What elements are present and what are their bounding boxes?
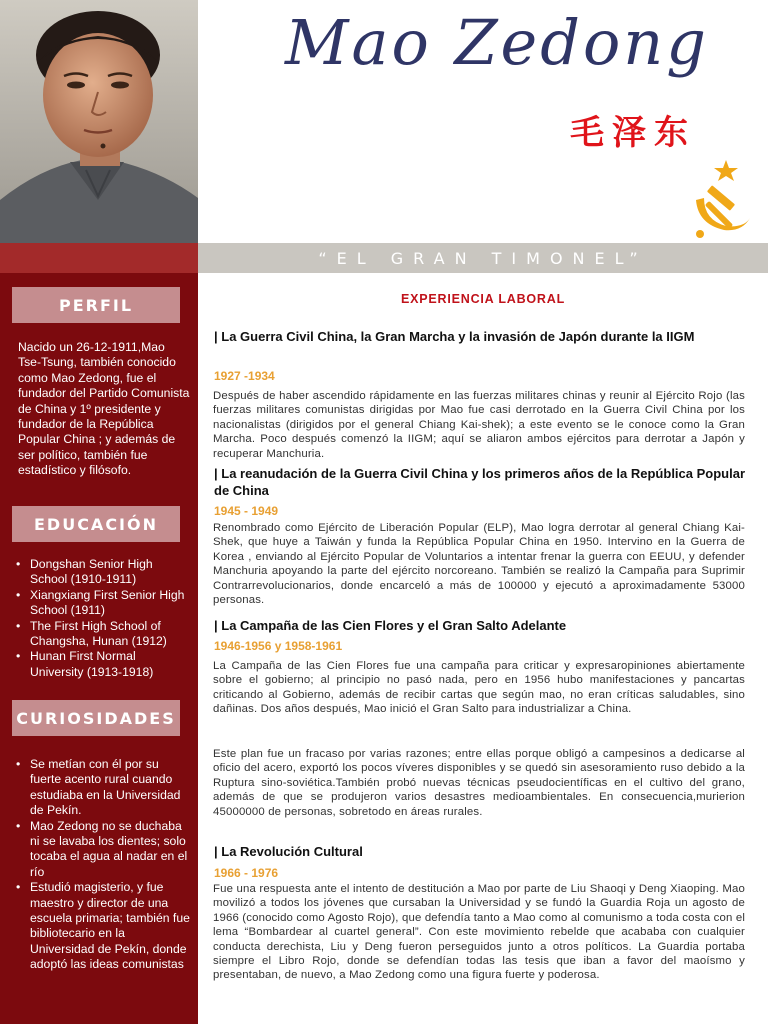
job-description: La Campaña de las Cien Flores fue una campaña para criticar y expresaropiniones abiertamente sobre el gobierno; al principio no pasó nada, pero en 1956 hubo manifestaciones y pancartas criticando al Gobierno, además de recibir cartas que según mao, no eran críticas saludables, sino dañinas. Dos años después, Mao inició el Gran Salto para industrializar a China.	[213, 660, 745, 716]
job-description: Renombrado como Ejército de Liberación Popular (ELP), Mao logra derrotar al general Chiang Kai-Shek, que huye a Taiwán y funda la República Popular China en 1950. Intervino en la Guerra de Korea , enviando al Ejército Popular de Voluntarios a intentar frenar la guerra con EEUU, y defender Manchuria apoyando la parte del ejército norcoreano. También se realizó la Campaña para Suprimir Contrarrevolucionarios, donde encarceló a más de 100000 y ejecutó a aproximadamente 53000 personas.	[213, 522, 745, 607]
job-date: 1927 -1934	[214, 369, 275, 383]
curiosidad-item: • Estudió magisterio, y fue maestro y director de una escuela primaria; también fue bibliotecario en la Universidad de Pekín, donde adoptó las ideas comunistas	[12, 880, 192, 972]
educacion-item: • Dongshan Senior High School (1910-1911)	[12, 557, 192, 588]
job-title: | La reanudación de la Guerra Civil China y los primeros años de la República Popular de China	[214, 466, 746, 498]
nickname: “EL GRAN TIMONEL”	[318, 248, 648, 268]
chinese-name: 毛泽东	[570, 113, 696, 153]
job-date: 1946-1956 y 1958-1961	[214, 639, 343, 653]
perfil-text: Nacido un 26-12-1911,Mao Tse-Tsung, también conocido como Mao Zedong, fue el fundador del Partido Comunista de China y 1º presidente y fundador de la República Popular China ; y además de ser político, también fue estadístico y filósofo.	[18, 340, 190, 478]
job-title: | La Campaña de las Cien Flores y el Gran Salto Adelante	[214, 618, 567, 633]
job-description: Después de haber ascendido rápidamente en las fuerzas militares chinas y reunir al Ejército Rojo (las fuerzas militares comunistas dirigidas por Mao fue casi derrotado en la Guerra Civil China por los nacionalistas (dirigidos por el general Chiang Kai-shek); a este evento se le conoce como la Gran Marcha. Poco después comenzó la IIGM; aquí se aliaron ambos ejércitos para derrotar a Japón y recuperar Manchuria.	[213, 390, 745, 460]
educacion-item: • Hunan First Normal University (1913-1918)	[12, 649, 192, 680]
person-name: Mao Zedong	[285, 6, 709, 79]
job-title: | La Revolución Cultural	[214, 844, 363, 859]
job-description: Fue una respuesta ante el intento de destitución a Mao por parte de Liu Shaoqi y Deng Xiaoping. Mao movilizó a todos los jóvenes que cursaban la Universidad y se fundó la Guardia Roja un agosto de 1966 (conocido como Agosto Rojo), que defendía tanto a Mao como al comunismo a toda costa con el lema “Bombardear al cuartel general”. Con este movimiento rebelde que acababa con cualquier conducta derechista, Liu y Deng fueron perseguidos junto a otros políticos. La Guardia portaba siempre el Libro Rojo, donde se defendían todas las tesis que iban a favor del maoísmo y presentaban, de nuevo, a Mao Zedong como una figura fuerte y poderosa.	[213, 883, 745, 982]
educacion-heading: EDUCACIÓN	[12, 506, 180, 542]
job-title: | La Guerra Civil China, la Gran Marcha y la invasión de Japón durante la IIGM	[214, 329, 695, 344]
curiosidades-list	[12, 757, 192, 973]
experiencia-heading: EXPERIENCIA LABORAL	[400, 292, 566, 306]
educacion-item: • Xiangxiang First Senior High School (1911)	[12, 588, 192, 619]
sidebar-accent-band	[0, 243, 198, 273]
portrait-photo	[0, 0, 198, 248]
perfil-heading: PERFIL	[12, 287, 180, 323]
educacion-item: • The First High School of Changsha, Hunan (1912)	[12, 619, 192, 650]
curiosidades-heading: CURIOSIDADES	[12, 700, 180, 736]
job-date: 1966 - 1976	[214, 866, 279, 880]
job-description-continued: Este plan fue un fracaso por varias razones; entre ellas porque obligó a campesinos a dedicarse al oficio del acero, exportó los pocos víveres disponibles y se quedó sin asesoramiento ruso debido a la Ruptura sino-soviética.También probó nuevas técnicas pseudocientíficas en el cultivo del grano, además de que se produjeron varios desastres medioambientales. En consecuencia,murierion 45000000 de personas, sobretodo en áreas rurales.	[213, 748, 745, 818]
hammer-sickle-icon	[686, 158, 754, 240]
curiosidad-item: • Mao Zedong no se duchaba ni se lavaba los dientes; solo tocaba el agua al nadar en el río	[12, 819, 192, 881]
job-date: 1945 - 1949	[214, 504, 279, 518]
curiosidad-item: • Se metían con él por su fuerte acento rural cuando estudiaba en la Universidad de Pekín.	[12, 757, 192, 819]
educacion-list	[12, 557, 192, 680]
